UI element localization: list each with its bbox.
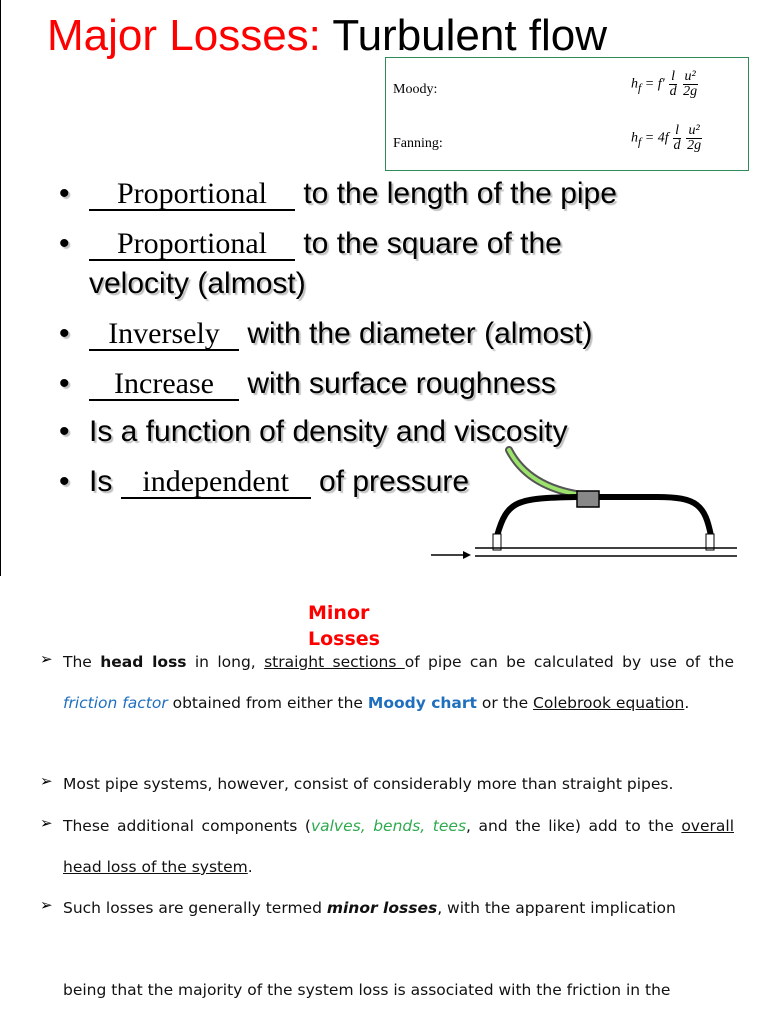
bullet-diameter: • Inversely with the diameter (almost): [59, 317, 593, 350]
bullet-pressure: • Is independent of pressure: [59, 465, 470, 498]
para-pipe-systems: Most pipe systems, however, consist of considerably more than straight pipes.: [63, 775, 674, 793]
formula-box: [385, 57, 749, 171]
para-friction: being that the majority of the system loss is associated with the friction in the: [63, 981, 671, 999]
title-major-losses: Major Losses:: [47, 11, 321, 60]
arrow-bullet-icon: ➢: [40, 814, 53, 832]
bullet-velocity: • Proportional to the square of the: [59, 227, 562, 260]
minor-losses-section: [0, 576, 768, 1024]
moody-label: Moody:: [393, 82, 438, 97]
minor-losses-title: Minor Losses: [308, 602, 380, 650]
moody-equation: $h_f = f'$ $\frac{l}{d}$ $\frac{\text{u²}}{2g}$: [631, 69, 698, 99]
para-components: These additional components (valves, bends, tees, and the like) add to the overall head loss of the system.: [63, 817, 735, 876]
blank-answer: Proportional: [89, 179, 295, 211]
blank-answer: Increase: [89, 369, 239, 401]
blank-answer: Proportional: [89, 229, 295, 261]
blank-answer: independent: [121, 467, 311, 499]
arrow-bullet-icon: ➢: [40, 650, 53, 668]
title-turbulent-flow: Turbulent flow: [320, 11, 608, 60]
arrow-bullet-icon: ➢: [40, 772, 53, 790]
para-head-loss: The head loss in long, straight sections of pipe can be calculated by use of the friction factor obtained from either the Moody chart or the Colebrook equation.: [63, 653, 734, 712]
pipe-diagram: [427, 440, 747, 570]
bullet-velocity-cont: velocity (almost): [89, 267, 306, 300]
para-minor-losses: Such losses are generally termed minor losses, with the apparent implication: [63, 899, 676, 917]
slide-title: [47, 10, 607, 62]
bullet-roughness: • Increase with surface roughness: [59, 367, 556, 400]
fanning-label: Fanning:: [393, 136, 443, 151]
bullet-length: • Proportional to the length of the pipe: [59, 177, 617, 210]
blank-answer: Inversely: [89, 319, 239, 351]
bullet-density: • Is a function of density and viscosity: [59, 415, 568, 448]
fanning-equation: $h_f = 4f$ $\frac{l}{d}$ $\frac{\text{u²}}{2g}$: [631, 123, 702, 153]
arrow-bullet-icon: ➢: [40, 896, 53, 914]
